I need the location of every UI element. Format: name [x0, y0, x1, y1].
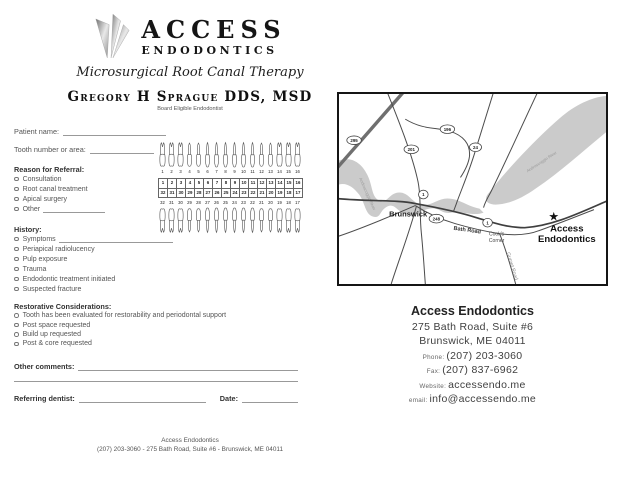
- doctor-name: Gregory H Sprague DDS, MSD: [67, 89, 313, 105]
- tooth-number: 11: [250, 169, 255, 174]
- radio-circle-icon: [14, 342, 19, 347]
- restorative-option: [14, 330, 304, 339]
- history-option-label: Pulp exposure: [22, 255, 68, 263]
- access-logo-emblem-icon: [93, 12, 131, 62]
- tooth-number: 6: [206, 169, 209, 174]
- svg-text:248: 248: [432, 216, 441, 222]
- tooth-grid-cell: 12: [258, 179, 267, 189]
- reason-option: [14, 194, 154, 204]
- restorative-option-label: Post space requested: [22, 321, 91, 329]
- gurnet-road-label: Gurnet Road: [504, 251, 519, 281]
- svg-text:295: 295: [350, 137, 358, 143]
- doctor-credential: Board Eligible Endodontist: [157, 106, 223, 112]
- tooth-number: 5: [197, 169, 200, 174]
- bath-road-label: Bath Road: [453, 225, 482, 236]
- history-option: [14, 254, 194, 264]
- restorative-section: [14, 302, 304, 349]
- tooth-number: 30: [178, 200, 183, 206]
- footer-address: (207) 203-3060 - 275 Bath Road, Suite #6 - Brunswick, ME 04011: [96, 445, 284, 453]
- referring-dentist-label: Referring dentist:: [14, 394, 75, 403]
- comments-blank-line-2: [14, 381, 298, 382]
- shield-196: [440, 125, 454, 134]
- tooth-grid-cell: 24: [231, 188, 240, 198]
- river-label: Androscoggin River: [525, 150, 558, 174]
- history-title: History:: [14, 225, 42, 234]
- tooth-number: 12: [259, 169, 264, 174]
- footer-name: Access Endodontics: [161, 437, 219, 444]
- tooth-grid-row-upper: [159, 179, 303, 189]
- tooth-grid-cell: 22: [249, 188, 258, 198]
- referring-dentist-row: [14, 394, 298, 403]
- history-options: [14, 234, 194, 294]
- radio-circle-icon: [14, 323, 19, 328]
- restorative-option: [14, 339, 304, 348]
- tooth-number: 13: [268, 169, 273, 174]
- other-comments-label: Other comments:: [14, 362, 75, 371]
- contact-name: Access Endodontics: [411, 304, 534, 318]
- tooth-number: 32: [160, 200, 165, 206]
- tooth-grid-cell: 17: [294, 188, 303, 198]
- svg-text:201: 201: [407, 146, 415, 152]
- tooth-number: 4: [188, 169, 191, 174]
- star-marker-icon: ★: [548, 209, 560, 224]
- fax-value: (207) 837-6962: [442, 364, 519, 376]
- radio-circle-icon: [14, 267, 19, 272]
- history-option: [14, 234, 194, 244]
- tooth-grid-cell: 8: [222, 179, 231, 189]
- restorative-option: [14, 320, 304, 329]
- reason-title: Reason for Referral:: [14, 165, 85, 174]
- tooth-grid-cell: 27: [204, 188, 213, 198]
- tooth-grid-cell: 26: [213, 188, 222, 198]
- restorative-option-label: Tooth has been evaluated for restorability and periodontal support: [22, 312, 227, 320]
- tooth-grid-cell: 30: [177, 188, 186, 198]
- contact-fax-row: [337, 364, 608, 376]
- history-option: [14, 274, 194, 284]
- tooth-grid-cell: 1: [159, 179, 168, 189]
- tooth-grid-cell: 16: [294, 179, 303, 189]
- tooth-number: 29: [187, 200, 192, 206]
- tooth-grid-cell: 14: [276, 179, 285, 189]
- tooth-grid-cell: 6: [204, 179, 213, 189]
- patient-name-row: [14, 127, 166, 136]
- website-label: Website:: [419, 382, 447, 390]
- email-value: info@accessendo.me: [429, 393, 537, 405]
- history-option: [14, 264, 194, 274]
- tooth-number: 19: [277, 200, 282, 206]
- tooth-number: 10: [241, 169, 246, 174]
- radio-circle-icon: [14, 187, 19, 192]
- tooth-number: 8: [224, 169, 227, 174]
- tooth-grid-row-lower: [159, 188, 303, 198]
- restorative-title: Restorative Considerations:: [14, 302, 112, 311]
- radio-circle-icon: [14, 207, 19, 212]
- tooth-number: 22: [250, 200, 255, 206]
- tooth-number: 20: [268, 200, 273, 206]
- svg-text:1: 1: [486, 220, 489, 226]
- brand-text: [141, 14, 287, 57]
- radio-circle-icon: [14, 237, 19, 242]
- date-label: Date:: [219, 394, 238, 403]
- tooth-chart: [158, 141, 303, 234]
- restorative-option-label: Build up requested: [22, 330, 81, 338]
- shield-24: [469, 143, 481, 152]
- radio-circle-icon: [14, 177, 19, 182]
- tooth-grid-cell: 13: [267, 179, 276, 189]
- tooth-number: 23: [241, 200, 246, 206]
- tooth-number-grid: [158, 178, 303, 198]
- cooks-corner-label-1: Cook's: [489, 231, 505, 238]
- tooth-number: 31: [169, 200, 174, 206]
- reason-options: [14, 174, 154, 214]
- river-label: Androscoggin River: [358, 176, 377, 211]
- map-drawing: [339, 94, 606, 284]
- shield-1-east: [483, 218, 493, 227]
- shield-1-west: [418, 190, 428, 199]
- patient-name-blank-line: [63, 127, 166, 136]
- tooth-grid-cell: 11: [249, 179, 258, 189]
- tooth-number: 7: [215, 169, 218, 174]
- tooth-grid-cell: 19: [276, 188, 285, 198]
- tooth-number: 9: [233, 169, 236, 174]
- tooth-number: 1: [161, 169, 164, 174]
- tooth-grid-cell: 4: [186, 179, 195, 189]
- blank-line: [43, 206, 105, 213]
- tooth-grid-cell: 3: [177, 179, 186, 189]
- svg-text:1: 1: [422, 192, 425, 198]
- website-value: accessendo.me: [448, 378, 526, 391]
- upper-teeth-numbers: [158, 169, 302, 174]
- reason-option-label: Root canal treatment: [22, 185, 88, 193]
- shield-248: [429, 214, 443, 223]
- reason-for-referral-section: [14, 165, 154, 214]
- brand-row: [25, 12, 355, 62]
- route-201-road: [387, 94, 425, 284]
- comments-blank-line: [78, 362, 298, 371]
- tooth-grid-cell: 15: [285, 179, 294, 189]
- tooth-grid-cell: 32: [159, 188, 168, 198]
- history-section: [14, 225, 194, 294]
- town-label: Brunswick: [389, 209, 428, 219]
- location-map: [337, 92, 608, 286]
- destination-label-1: Access: [550, 223, 584, 235]
- svg-text:196: 196: [443, 126, 452, 132]
- phone-label: Phone:: [422, 353, 445, 361]
- restorative-option: [14, 311, 304, 320]
- tooth-number: 3: [179, 169, 182, 174]
- tooth-number: 18: [286, 200, 291, 206]
- tooth-number: 25: [223, 200, 228, 206]
- phone-value: (207) 203-3060: [446, 349, 523, 362]
- history-option-label: Periapical radiolucency: [22, 245, 95, 253]
- patient-name-label: Patient name:: [14, 127, 60, 136]
- tooth-number-blank-line: [90, 145, 154, 154]
- tooth-number-row: [14, 145, 154, 154]
- brand-tagline: Microsurgical Root Canal Therapy: [76, 65, 304, 80]
- brand-name-top: ACCESS: [141, 14, 287, 44]
- reason-option: [14, 174, 154, 184]
- tooth-grid-cell: 18: [285, 188, 294, 198]
- contact-block: [337, 304, 608, 405]
- lower-teeth-numbers: [158, 200, 302, 205]
- radio-circle-icon: [14, 257, 19, 262]
- tooth-grid-cell: 23: [240, 188, 249, 198]
- contact-website-row: [337, 379, 608, 391]
- tooth-number: 21: [259, 200, 264, 206]
- tooth-number: 27: [205, 200, 210, 206]
- tooth-grid-cell: 9: [231, 179, 240, 189]
- destination-label-2: Endodontics: [538, 233, 596, 245]
- radio-circle-icon: [14, 287, 19, 292]
- tooth-grid-cell: 20: [267, 188, 276, 198]
- restorative-options: [14, 311, 304, 349]
- tooth-number: 17: [295, 200, 300, 206]
- tooth-number: 16: [295, 169, 300, 174]
- other-comments-row: [14, 362, 298, 371]
- contact-address-1: 275 Bath Road, Suite #6: [411, 320, 534, 333]
- reason-option: [14, 204, 154, 214]
- contact-phone-row: [337, 350, 608, 362]
- fax-label: Fax:: [426, 368, 441, 375]
- tooth-grid-cell: 29: [186, 188, 195, 198]
- page-footer: [30, 437, 350, 455]
- tooth-grid-cell: 21: [258, 188, 267, 198]
- tooth-number: 15: [286, 169, 291, 174]
- radio-circle-icon: [14, 197, 19, 202]
- cooks-corner-label-2: Corner: [488, 237, 505, 244]
- route-24-road: [453, 94, 493, 212]
- radio-circle-icon: [14, 332, 19, 337]
- shield-201: [404, 145, 418, 154]
- reason-option: [14, 184, 154, 194]
- tooth-number: 26: [214, 200, 219, 206]
- tooth-number-label: Tooth number or area:: [14, 145, 86, 154]
- tooth-grid-cell: 2: [168, 179, 177, 189]
- tooth-number: 2: [170, 169, 173, 174]
- history-option-label: Symptoms: [22, 235, 56, 243]
- tooth-grid-cell: 7: [213, 179, 222, 189]
- tooth-grid-cell: 10: [240, 179, 249, 189]
- river-shape-right: [486, 96, 606, 205]
- contact-email-row: [337, 393, 608, 405]
- blank-line: [59, 236, 173, 243]
- radio-circle-icon: [14, 313, 19, 318]
- contact-address-2: Brunswick, ME 04011: [419, 335, 526, 347]
- tooth-grid-cell: 5: [195, 179, 204, 189]
- tooth-number: 14: [277, 169, 282, 174]
- tooth-number: 28: [196, 200, 201, 206]
- history-option: [14, 244, 194, 254]
- radio-circle-icon: [14, 277, 19, 282]
- reason-option-label: Consultation: [22, 175, 62, 183]
- radio-circle-icon: [14, 247, 19, 252]
- reason-option-label: Apical surgery: [22, 195, 67, 203]
- tooth-grid-cell: 25: [222, 188, 231, 198]
- letterhead: [25, 12, 355, 112]
- email-label: email:: [408, 397, 428, 404]
- history-option: [14, 284, 194, 294]
- tooth-grid-cell: 31: [168, 188, 177, 198]
- history-option-label: Suspected fracture: [22, 285, 82, 293]
- upper-teeth-diagram: [158, 141, 302, 168]
- tooth-grid-cell: 28: [195, 188, 204, 198]
- referring-dentist-blank-line: [79, 394, 206, 403]
- shield-295: [347, 136, 361, 145]
- history-option-label: Trauma: [22, 265, 47, 273]
- tooth-number: 24: [232, 200, 237, 206]
- reason-option-label: Other: [22, 205, 41, 213]
- restorative-option-label: Post & core requested: [22, 340, 92, 348]
- interstate-295-road: [339, 94, 405, 170]
- brand-name-bottom: ENDODONTICS: [141, 43, 278, 57]
- date-blank-line: [242, 394, 298, 403]
- history-option-label: Endodontic treatment initiated: [22, 275, 116, 283]
- svg-text:24: 24: [473, 144, 478, 150]
